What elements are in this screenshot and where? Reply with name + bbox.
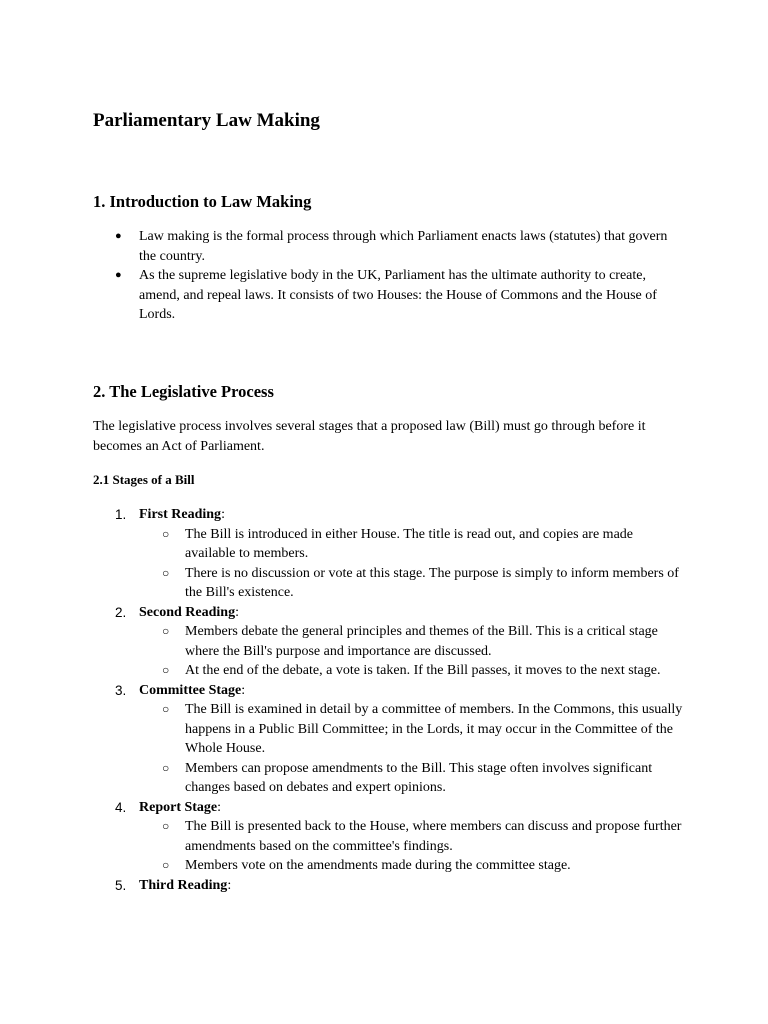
list-item [0,759,685,798]
stage-colon: : [227,877,232,893]
list-item [0,227,679,266]
stage-number: 5. [115,877,127,893]
point-text: The Bill is examined in detail by a committee of members. In the Commons, this usually happens in a Public Bill Committee; in the Lords, it may occur in the Committee of the Whole House. [185,702,683,756]
stage-item-second-reading [0,603,768,681]
list-item [0,622,685,661]
stage-title: Report Stage [139,799,218,815]
point-text: There is no discussion or vote at this stage. The purpose is simply to inform members of the Bill's existence. [185,565,679,600]
point-text: At the end of the debate, a vote is taken. If the Bill passes, it moves to the next stage. [185,663,661,678]
subsection-heading-stages: 2.1 Stages of a Bill [93,472,195,487]
list-item [0,700,685,759]
circle-bullet-icon: ○ [162,819,170,833]
bullet-text: Law making is the formal process through which Parliament enacts laws (statutes) that govern the country. [139,229,668,264]
stage-colon: : [217,799,222,815]
list-item [0,564,685,603]
stage-item-committee-stage [0,681,768,798]
stage-number: 3. [115,682,127,698]
circle-bullet-icon: ○ [162,858,170,872]
stage-item-third-reading [0,876,768,896]
stage-item-first-reading [0,505,768,603]
page-title: Parliamentary Law Making [93,110,320,131]
circle-bullet-icon: ○ [162,565,170,580]
list-item [0,856,685,876]
stage-item-report-stage [0,798,768,876]
introduction-bullet-list [0,227,768,325]
list-item [0,525,685,564]
point-text: Members debate the general principles and themes of the Bill. This is a critical stage where the Bill's purpose and importance are discussed. [185,624,658,659]
stage-title: First Reading [139,507,222,522]
point-text: The Bill is introduced in either House. The title is read out, and copies are made available to members. [185,526,633,561]
bullet-icon: ● [115,269,122,281]
stage-colon: : [241,682,246,698]
circle-bullet-icon: ○ [162,526,170,541]
circle-bullet-icon: ○ [162,624,170,638]
circle-bullet-icon: ○ [162,760,170,775]
section-heading-legislative-process: 2. The Legislative Process [93,382,274,401]
circle-bullet-icon: ○ [162,663,170,677]
stages-list [0,505,768,895]
stage-colon: : [221,507,225,522]
point-text: The Bill is presented back to the House, where members can discuss and propose further amendments based on the committee's findings. [185,819,682,854]
section-intro-paragraph: The legislative process involves several stages that a proposed law (Bill) must go through before it becomes an Act of Parliament. [93,419,646,454]
stage-colon: : [235,604,239,620]
stage-title: Committee Stage [139,682,242,698]
bullet-text: As the supreme legislative body in the UK, Parliament has the ultimate authority to create, amend, and repeal laws. It consists of two Houses: the House of Commons and the House of Lords. [139,268,657,322]
point-text: Members can propose amendments to the Bill. This stage often involves significant changes based on debates and expert opinions. [185,760,653,795]
circle-bullet-icon: ○ [162,702,170,716]
list-item [0,817,685,856]
section-heading-introduction: 1. Introduction to Law Making [93,192,312,211]
stage-number: 2. [115,604,127,620]
bullet-icon: ● [115,230,122,242]
list-item [0,266,679,325]
stage-title: Second Reading [139,604,236,620]
stage-title: Third Reading [139,877,228,893]
stage-number: 1. [115,507,127,522]
point-text: Members vote on the amendments made during the committee stage. [185,858,571,873]
list-item [0,661,685,681]
stage-number: 4. [115,799,127,815]
